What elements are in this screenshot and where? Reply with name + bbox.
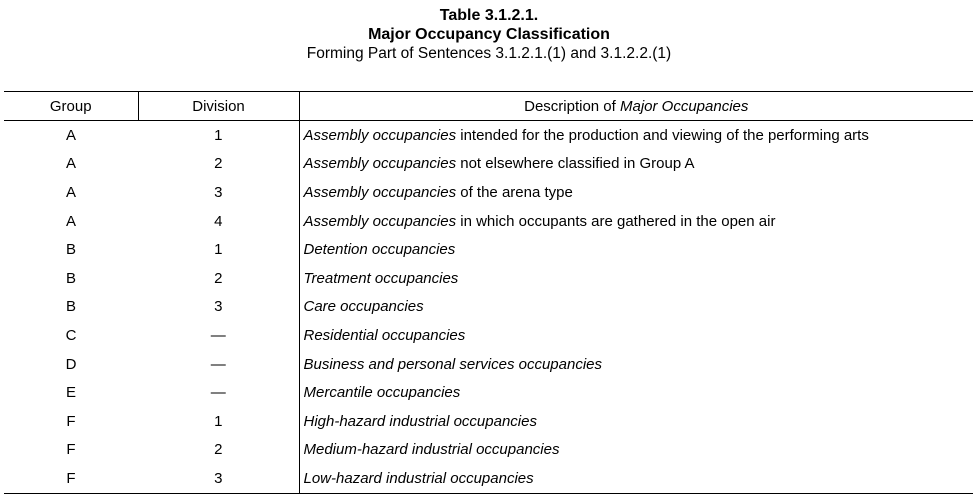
table-row [4,436,973,465]
description-header [299,92,973,121]
group-cell: F [66,412,76,430]
description-cell [299,207,973,236]
group-cell: A [65,183,76,201]
group-cell: A [65,126,76,144]
description-rest: intended for the production and viewing of the performing arts [456,126,869,144]
description-rest: not elsewhere classified in Group A [456,155,695,173]
table-number: Table 3.1.2.1. [439,7,539,24]
description-italic: High-hazard industrial occupancies [303,412,537,430]
table-row [4,235,973,264]
group-cell: B [65,298,76,316]
description-cell [299,407,973,436]
table-row [4,150,973,179]
division-cell: — [138,321,299,350]
description-cell [299,464,973,493]
description-italic: Business and personal services occupancies [303,355,602,373]
table-caption [0,0,978,63]
division-cell: 3 [138,464,299,493]
group-cell: D [65,355,77,373]
description-cell [299,178,973,207]
description-header-prefix: Description of [524,97,620,115]
description-cell [299,378,973,407]
table-subtitle: Forming Part of Sentences 3.1.2.1.(1) and 3.1.2.2.(1) [306,45,672,62]
description-italic: Assembly occupancies [303,183,457,201]
description-italic: Low-hazard industrial occupancies [303,469,534,487]
group-cell: B [65,241,76,259]
description-cell [299,350,973,379]
table-row [4,207,973,236]
table-body [4,121,973,494]
table-row [4,293,973,322]
group-cell: F [66,441,76,459]
group-cell: F [4,464,138,493]
division-cell: 2 [138,150,299,179]
group-cell: A [65,155,76,173]
table-row [4,350,973,379]
group-cell: C [65,326,77,344]
table-row [4,264,973,293]
description-cell [299,436,973,465]
description-cell [299,121,973,150]
description-italic: Residential occupancies [303,326,466,344]
division-cell: 1 [138,235,299,264]
table-row [4,378,973,407]
group-header: Group [4,92,138,121]
description-cell [299,150,973,179]
description-rest: of the arena type [456,183,573,201]
division-cell: 2 [138,264,299,293]
description-italic: Medium-hazard industrial occupancies [303,441,560,459]
description-italic: Assembly occupancies [303,126,457,144]
description-cell [299,321,973,350]
division-cell: — [138,350,299,379]
division-cell: 4 [138,207,299,236]
table-row [4,464,973,493]
description-rest: in which occupants are gathered in the open air [456,212,776,230]
description-italic: Detention occupancies [303,241,456,259]
description-italic: Assembly occupancies [303,212,457,230]
description-header-italic: Major Occupancies [619,97,749,115]
description-italic: Treatment occupancies [303,269,459,287]
description-italic: Mercantile occupancies [303,384,461,402]
description-italic: Assembly occupancies [303,155,457,173]
division-cell: — [138,378,299,407]
occupancy-table [4,91,973,494]
division-cell: 1 [138,407,299,436]
table-row [4,407,973,436]
division-cell: 2 [138,436,299,465]
division-cell: 1 [138,121,299,150]
group-cell: E [65,384,76,402]
description-cell [299,264,973,293]
description-cell [299,293,973,322]
table-title: Major Occupancy Classification [368,26,610,43]
description-italic: Care occupancies [303,298,424,316]
group-cell: A [65,212,76,230]
table-row [4,321,973,350]
division-header: Division [138,92,299,121]
table-row [4,121,973,150]
table-row [4,178,973,207]
group-cell: B [65,269,76,287]
header-row [4,92,973,121]
division-cell: 3 [138,293,299,322]
division-cell: 3 [138,178,299,207]
description-cell [299,235,973,264]
